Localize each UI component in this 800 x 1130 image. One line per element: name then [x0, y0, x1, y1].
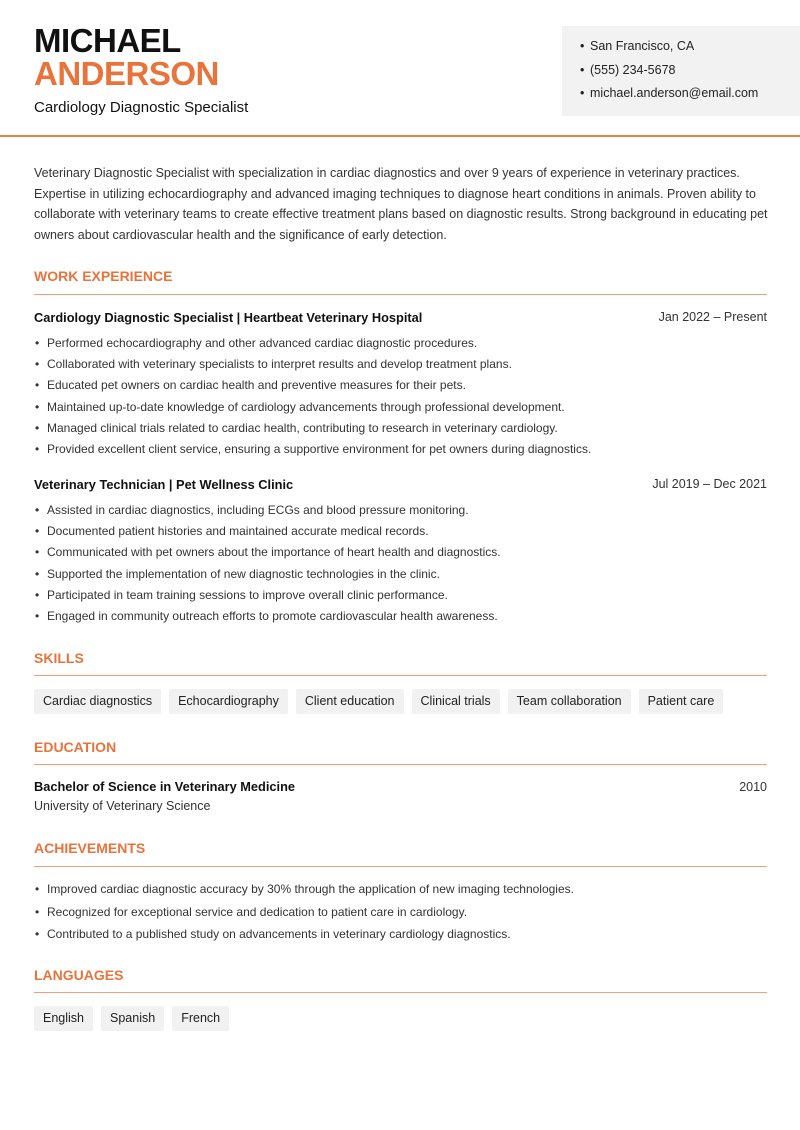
job-header: [34, 477, 767, 492]
list-item: • Educated pet owners on cardiac health and preventive measures for their pets.: [34, 377, 767, 398]
section-divider: [34, 764, 767, 765]
contact-box: [562, 26, 800, 116]
skill-chip: Clinical trials: [412, 689, 500, 714]
list-item: • Engaged in community outreach efforts to promote cardiovascular health awareness.: [34, 608, 767, 629]
section-title-skills: SKILLS: [34, 650, 84, 666]
list-item: • Managed clinical trials related to cardiac health, contributing to research in veterinary cardiology.: [34, 420, 767, 441]
list-item: • Provided excellent client service, ensuring a supportive environment for pet owners during diagnostics.: [34, 441, 767, 462]
first-name: MICHAEL: [34, 22, 181, 59]
job-date: Jan 2022 – Present: [658, 310, 767, 324]
list-item: • Collaborated with veterinary specialists to interpret results and develop treatment plans.: [34, 356, 767, 377]
list-item: • Communicated with pet owners about the importance of heart health and diagnostics.: [34, 544, 767, 565]
language-chip: French: [172, 1006, 229, 1031]
skill-chip: Client education: [296, 689, 404, 714]
list-item: • Contributed to a published study on advancements in veterinary cardiology diagnostics.: [34, 926, 767, 949]
job-date: Jul 2019 – Dec 2021: [652, 477, 767, 491]
section-divider: [34, 675, 767, 676]
list-item: • Maintained up-to-date knowledge of cardiology advancements through professional development.: [34, 399, 767, 420]
list-item: • Improved cardiac diagnostic accuracy by 30% through the application of new imaging technologies.: [34, 881, 767, 904]
section-title-languages: LANGUAGES: [34, 967, 124, 983]
language-chip: English: [34, 1006, 93, 1031]
skills-list: [34, 689, 723, 714]
job-role: Cardiology Diagnostic Specialist | Heartbeat Veterinary Hospital: [34, 310, 423, 325]
education-year: 2010: [739, 780, 767, 794]
education-school: University of Veterinary Science: [34, 799, 211, 813]
section-title-achievements: ACHIEVEMENTS: [34, 840, 146, 856]
resume-header: [0, 0, 800, 137]
job-header: [34, 310, 767, 325]
contact-location: • San Francisco, CA: [580, 38, 800, 62]
achievements-list: [34, 881, 767, 949]
list-item: • Supported the implementation of new diagnostic technologies in the clinic.: [34, 566, 767, 587]
list-item: • Performed echocardiography and other advanced cardiac diagnostic procedures.: [34, 335, 767, 356]
skill-chip: Cardiac diagnostics: [34, 689, 161, 714]
section-title-work: WORK EXPERIENCE: [34, 268, 173, 284]
contact-phone: • (555) 234-5678: [580, 62, 800, 86]
job-bullets: [34, 335, 767, 462]
job-role: Veterinary Technician | Pet Wellness Clinic: [34, 477, 294, 492]
section-divider: [34, 992, 767, 993]
language-chip: Spanish: [101, 1006, 164, 1031]
skill-chip: Team collaboration: [508, 689, 631, 714]
education-degree: Bachelor of Science in Veterinary Medicine: [34, 779, 296, 794]
skill-chip: Echocardiography: [169, 689, 288, 714]
summary-text: Veterinary Diagnostic Specialist with specialization in cardiac diagnostics and over 9 years of experience in veterinary practices. Expertise in utilizing echocardiography and advanced imaging techniques to diagnose heart conditions in animals. Proven ability to collaborate with veterinary teams to create effective treatment plans based on diagnostic results. Strong background in educating pet owners about cardiovascular health and the significance of early detection.: [34, 166, 768, 242]
skill-chip: Patient care: [639, 689, 724, 714]
list-item: • Assisted in cardiac diagnostics, including ECGs and blood pressure monitoring.: [34, 502, 767, 523]
list-item: • Documented patient histories and maintained accurate medical records.: [34, 523, 767, 544]
list-item: • Participated in team training sessions to improve overall clinic performance.: [34, 587, 767, 608]
last-name: ANDERSON: [34, 55, 219, 92]
contact-email: • michael.anderson@email.com: [580, 85, 800, 109]
job-title: Cardiology Diagnostic Specialist: [34, 99, 249, 116]
section-divider: [34, 294, 767, 295]
section-divider: [34, 866, 767, 867]
languages-list: [34, 1006, 229, 1031]
list-item: • Recognized for exceptional service and dedication to patient care in cardiology.: [34, 904, 767, 927]
section-title-education: EDUCATION: [34, 739, 117, 755]
job-bullets: [34, 502, 767, 629]
